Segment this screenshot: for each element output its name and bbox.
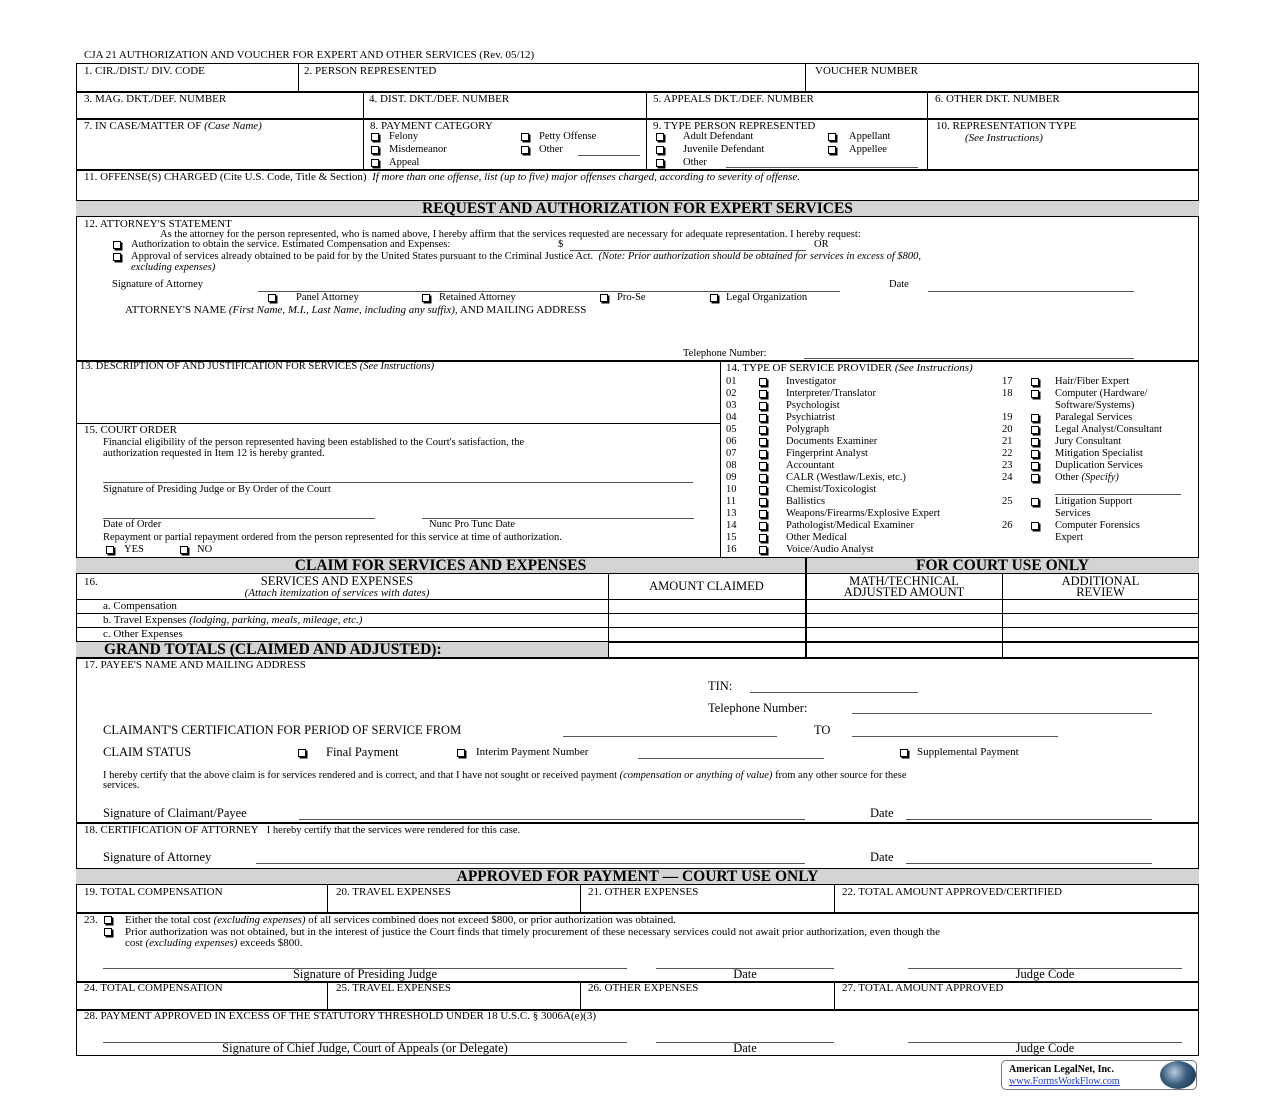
certification-text-2: services. xyxy=(103,780,140,791)
math-technical-header: MATH/TECHNICAL xyxy=(849,574,959,588)
provider-label-22: Mitigation Specialist xyxy=(1055,448,1143,459)
payee-phone-label: Telephone Number: xyxy=(708,701,808,715)
certification-period-label: CLAIMANT'S CERTIFICATION FOR PERIOD OF SERVICE FROM xyxy=(103,723,462,737)
provider-checkbox-10[interactable] xyxy=(759,486,767,494)
services-column-note: (Attach itemization of services with dates) xyxy=(244,587,430,599)
prior-auth-not-obtained-checkbox[interactable] xyxy=(104,928,112,936)
services-column-header: SERVICES AND EXPENSES xyxy=(260,574,414,588)
adjusted-amount-header: ADJUSTED AMOUNT xyxy=(843,585,965,599)
provider-code-06: 06 xyxy=(726,436,737,447)
provider-code-05: 05 xyxy=(726,424,737,435)
provider-label-06: Documents Examiner xyxy=(786,436,878,447)
provider-code-18: 18 xyxy=(1002,388,1013,399)
repayment-yes-checkbox[interactable] xyxy=(106,546,114,554)
section-approved-header: APPROVED FOR PAYMENT — COURT USE ONLY xyxy=(76,868,1199,885)
adult-defendant-label: Adult Defendant xyxy=(683,131,754,142)
compensation-amount-input[interactable] xyxy=(609,600,805,613)
provider-code-22: 22 xyxy=(1002,448,1013,459)
provider-checkbox-05[interactable] xyxy=(759,426,767,434)
dollar-sign: $ xyxy=(558,239,564,250)
provider-label-26: Computer Forensics xyxy=(1055,520,1140,531)
field-4-label: 4. DIST. DKT./DEF. NUMBER xyxy=(369,93,510,105)
provider-label-08: Accountant xyxy=(786,460,835,471)
other-person-label: Other xyxy=(683,157,707,168)
provider-checkbox-17[interactable] xyxy=(1031,378,1039,386)
field-22-label: 22. TOTAL AMOUNT APPROVED/CERTIFIED xyxy=(842,886,1062,898)
provider-label-14: Pathologist/Medical Examiner xyxy=(786,520,915,531)
period-to-label: TO xyxy=(814,723,831,737)
field-27-label: 27. TOTAL AMOUNT APPROVED xyxy=(842,982,1004,994)
field-18-label: 18. CERTIFICATION OF ATTORNEY I hereby certify that the services were rendered for this case. xyxy=(84,824,521,836)
provider-checkbox-07[interactable] xyxy=(759,450,767,458)
panel-attorney-label: Panel Attorney xyxy=(296,292,359,303)
additional-header: ADDITIONAL xyxy=(1061,574,1140,588)
field-13-label: 13. DESCRIPTION OF AND JUSTIFICATION FOR SERVICES (See Instructions) xyxy=(80,361,435,372)
provider-label-05: Polygraph xyxy=(786,424,830,435)
court-order-text-2: authorization requested in Item 12 is hereby granted. xyxy=(103,448,325,459)
chief-judge-date-label: Date xyxy=(733,1041,757,1055)
field-12-label: 12. ATTORNEY'S STATEMENT xyxy=(84,218,232,230)
cost-not-exceed-checkbox[interactable] xyxy=(104,916,112,924)
felony-checkbox[interactable] xyxy=(371,133,379,141)
field-2-label: 2. PERSON REPRESENTED xyxy=(304,65,437,77)
provider-label-19: Paralegal Services xyxy=(1055,412,1133,423)
provider-code-25: 25 xyxy=(1002,496,1013,507)
provider-label-10: Chemist/Toxicologist xyxy=(786,484,877,495)
provider-code-20: 20 xyxy=(1002,424,1013,435)
repayment-no-label: NO xyxy=(197,544,213,555)
provider-checkbox-23[interactable] xyxy=(1031,462,1039,470)
adult-defendant-checkbox[interactable] xyxy=(656,133,664,141)
attorney-cert-signature-label: Signature of Attorney xyxy=(103,850,212,864)
other-amount-input[interactable] xyxy=(609,628,805,641)
pro-se-label: Pro-Se xyxy=(617,292,646,303)
provider-checkbox-04[interactable] xyxy=(759,414,767,422)
provider-checkbox-25[interactable] xyxy=(1031,498,1039,506)
appellant-checkbox[interactable] xyxy=(828,133,836,141)
repayment-yes-label: YES xyxy=(124,544,144,555)
field-9-label: 9. TYPE PERSON REPRESENTED xyxy=(653,120,816,132)
provider-label-15: Other Medical xyxy=(786,532,847,543)
attorney-phone-label: Telephone Number: xyxy=(683,348,767,359)
provider-code-04: 04 xyxy=(726,412,737,423)
provider-label-16: Voice/Audio Analyst xyxy=(786,544,874,555)
provider-label-24: Other (Specify) xyxy=(1055,472,1119,483)
other-person-checkbox[interactable] xyxy=(656,159,664,167)
provider-checkbox-20[interactable] xyxy=(1031,426,1039,434)
provider-code-26: 26 xyxy=(1002,520,1013,531)
petty-offense-checkbox[interactable] xyxy=(521,133,529,141)
attorney-cert-date-label: Date xyxy=(870,850,894,864)
provider-code-23: 23 xyxy=(1002,460,1013,471)
field-15-label: 15. COURT ORDER xyxy=(84,424,177,436)
provider-checkbox-24[interactable] xyxy=(1031,474,1039,482)
field-24-label: 24. TOTAL COMPENSATION xyxy=(84,982,223,994)
provider-checkbox-08[interactable] xyxy=(759,462,767,470)
misdemeanor-label: Misdemeanor xyxy=(389,144,447,155)
judge-code-label: Judge Code xyxy=(1015,967,1075,981)
provider-label-07: Fingerprint Analyst xyxy=(786,448,868,459)
provider-label-18: Computer (Hardware/ xyxy=(1055,388,1148,399)
provider-checkbox-22[interactable] xyxy=(1031,450,1039,458)
provider-label-09: CALR (Westlaw/Lexis, etc.) xyxy=(786,472,906,483)
final-payment-checkbox[interactable] xyxy=(298,749,306,757)
supplemental-payment-label: Supplemental Payment xyxy=(917,746,1019,758)
attorney-name-label: ATTORNEY'S NAME (First Name, M.I., Last Name, including any suffix), AND MAILING ADDRESS xyxy=(125,304,587,316)
appellee-label: Appellee xyxy=(849,144,887,155)
appeal-checkbox[interactable] xyxy=(371,159,379,167)
other-category-checkbox[interactable] xyxy=(521,146,529,154)
provider-code-01: 01 xyxy=(726,376,737,387)
field-20-label: 20. TRAVEL EXPENSES xyxy=(336,886,452,898)
provider-label-25: Litigation Support xyxy=(1055,496,1133,507)
appellant-label: Appellant xyxy=(849,131,891,142)
footer-url-link[interactable]: www.FormsWorkFlow.com xyxy=(1009,1076,1120,1087)
provider-code-21: 21 xyxy=(1002,436,1013,447)
appeal-label: Appeal xyxy=(389,157,420,168)
provider-label-13: Weapons/Firearms/Explosive Expert xyxy=(786,508,940,519)
felony-label: Felony xyxy=(389,131,419,142)
final-payment-label: Final Payment xyxy=(326,745,399,759)
provider-label-17: Hair/Fiber Expert xyxy=(1055,376,1130,387)
prior-auth-text-2: cost (excluding expenses) exceeds $800. xyxy=(125,937,303,949)
field-10-note: (See Instructions) xyxy=(965,132,1043,144)
field-5-label: 5. APPEALS DKT./DEF. NUMBER xyxy=(653,93,814,105)
provider-code-09: 09 xyxy=(726,472,737,483)
form-title: CJA 21 AUTHORIZATION AND VOUCHER FOR EXPERT AND OTHER SERVICES (Rev. 05/12) xyxy=(84,49,535,61)
chief-judge-code-label: Judge Code xyxy=(1015,1041,1075,1055)
provider-checkbox-02[interactable] xyxy=(759,390,767,398)
retained-attorney-label: Retained Attorney xyxy=(439,292,516,303)
tin-label: TIN: xyxy=(708,679,733,693)
panel-attorney-checkbox[interactable] xyxy=(268,294,276,302)
field-3-label: 3. MAG. DKT./DEF. NUMBER xyxy=(84,93,227,105)
field-19-label: 19. TOTAL COMPENSATION xyxy=(84,886,223,898)
interim-payment-checkbox[interactable] xyxy=(457,749,465,757)
provider-code-02: 02 xyxy=(726,388,737,399)
other-category-label: Other xyxy=(539,144,563,155)
misdemeanor-checkbox[interactable] xyxy=(371,146,379,154)
provider-label-03: Psychologist xyxy=(786,400,840,411)
field-11-label: 11. OFFENSE(S) CHARGED (Cite U.S. Code, Title & Section) If more than one offense, list (up to five) major offenses charged, according to severity of offense. xyxy=(84,171,801,183)
field-7-label: 7. IN CASE/MATTER OF (Case Name) xyxy=(84,120,262,132)
section-court-use-header: FOR COURT USE ONLY xyxy=(806,557,1199,574)
attorney-signature-label: Signature of Attorney xyxy=(112,279,203,290)
supplemental-payment-checkbox[interactable] xyxy=(900,749,908,757)
field-10-label: 10. REPRESENTATION TYPE xyxy=(936,120,1077,132)
cost-not-exceed-text: Either the total cost (excluding expenses) of all services combined does not exceed $800, or prior authorization was obtained. xyxy=(125,914,677,926)
voucher-number-label: VOUCHER NUMBER xyxy=(815,65,918,77)
appellee-checkbox[interactable] xyxy=(828,146,836,154)
provider-checkbox-18[interactable] xyxy=(1031,390,1039,398)
travel-amount-input[interactable] xyxy=(609,614,805,627)
presiding-judge-sig-label: Signature of Presiding Judge xyxy=(292,967,438,981)
approval-note-line2: excluding expenses) xyxy=(131,262,216,273)
juvenile-defendant-checkbox[interactable] xyxy=(656,146,664,154)
field-8-label: 8. PAYMENT CATEGORY xyxy=(370,120,493,132)
provider-label-21: Jury Consultant xyxy=(1055,436,1122,447)
authorization-label: Authorization to obtain the service. Estimated Compensation and Expenses: xyxy=(131,239,451,250)
field-6-label: 6. OTHER DKT. NUMBER xyxy=(935,93,1060,105)
travel-expenses-row-label: b. Travel Expenses (lodging, parking, meals, mileage, etc.) xyxy=(103,614,363,626)
nunc-pro-tunc-label: Nunc Pro Tunc Date xyxy=(429,519,516,530)
amount-claimed-header: AMOUNT CLAIMED xyxy=(649,579,764,593)
claim-status-label: CLAIM STATUS xyxy=(103,745,192,759)
provider-code-17: 17 xyxy=(1002,376,1013,387)
attorney-statement-intro: As the attorney for the person represented, who is named above, I hereby affirm that the services requested are necessary for adequate representation. I hereby request: xyxy=(160,229,861,240)
petty-offense-label: Petty Offense xyxy=(539,131,597,142)
provider-checkbox-11[interactable] xyxy=(759,498,767,506)
provider-code-16: 16 xyxy=(726,544,737,555)
provider-code-14: 14 xyxy=(726,520,737,531)
field-16-label: 16. xyxy=(84,576,98,588)
provider-checkbox-09[interactable] xyxy=(759,474,767,482)
provider-code-24: 24 xyxy=(1002,472,1013,483)
provider-checkbox-15[interactable] xyxy=(759,534,767,542)
claimant-signature-label: Signature of Claimant/Payee xyxy=(103,806,247,820)
review-header: REVIEW xyxy=(1076,585,1125,599)
provider-checkbox-01[interactable] xyxy=(759,378,767,386)
provider-code-07: 07 xyxy=(726,448,737,459)
provider-label-01: Investigator xyxy=(786,376,837,387)
repayment-text: Repayment or partial repayment ordered from the person represented for this service at time of authorization. xyxy=(103,532,562,543)
authorization-checkbox[interactable] xyxy=(113,241,121,249)
prior-auth-text: Prior authorization was not obtained, but in the interest of justice the Court finds that timely procurement of these necessary services could not await prior authorization, even though the xyxy=(125,926,940,938)
or-label: OR xyxy=(814,239,829,250)
field-25-label: 25. TRAVEL EXPENSES xyxy=(336,982,452,994)
field-28-label: 28. PAYMENT APPROVED IN EXCESS OF THE STATUTORY THRESHOLD UNDER 18 U.S.C. § 3006A(e)(3) xyxy=(84,1010,596,1022)
claimant-date-label: Date xyxy=(870,806,894,820)
provider-label-20: Legal Analyst/Consultant xyxy=(1055,424,1163,435)
date-of-order-label: Date of Order xyxy=(103,519,162,530)
compensation-row-label: a. Compensation xyxy=(103,600,177,612)
provider-label-11: Ballistics xyxy=(786,496,826,507)
provider-label-23: Duplication Services xyxy=(1055,460,1143,471)
provider-label-26-line2: Expert xyxy=(1055,532,1083,543)
provider-checkbox-19[interactable] xyxy=(1031,414,1039,422)
provider-label-25-line2: Services xyxy=(1055,508,1091,519)
globe-icon xyxy=(1160,1061,1196,1089)
field-17-label: 17. PAYEE'S NAME AND MAILING ADDRESS xyxy=(84,659,306,671)
certification-text-1: I hereby certify that the above claim is for services rendered and is correct, and that I have not sought or received payment (compensation or anything of value) from any other source for these xyxy=(103,770,907,781)
field-26-label: 26. OTHER EXPENSES xyxy=(588,982,699,994)
provider-label-18-line2: Software/Systems) xyxy=(1055,400,1135,411)
field-14-label: 14. TYPE OF SERVICE PROVIDER (See Instructions) xyxy=(726,362,973,374)
field-1-label: 1. CIR./DIST./ DIV. CODE xyxy=(84,65,205,77)
provider-checkbox-26[interactable] xyxy=(1031,522,1039,530)
court-order-text-1: Financial eligibility of the person represented having been established to the Court's satisfaction, the xyxy=(103,437,525,448)
other-expenses-row-label: c. Other Expenses xyxy=(103,628,183,640)
provider-code-10: 10 xyxy=(726,484,737,495)
approval-checkbox[interactable] xyxy=(113,253,121,261)
footer-company: American LegalNet, Inc. xyxy=(1009,1064,1114,1075)
provider-code-11: 11 xyxy=(726,496,737,507)
provider-code-13: 13 xyxy=(726,508,737,519)
legal-organization-checkbox[interactable] xyxy=(710,294,718,302)
chief-judge-sig-label: Signature of Chief Judge, Court of Appeals (or Delegate) xyxy=(222,1041,508,1055)
provider-code-15: 15 xyxy=(726,532,737,543)
provider-code-19: 19 xyxy=(1002,412,1013,423)
approval-label: Approval of services already obtained to be paid for by the United States pursuant to the Criminal Justice Act. (Note: Prior authorization should be obtained for services in excess of $800, xyxy=(131,251,921,262)
pro-se-checkbox[interactable] xyxy=(600,294,608,302)
grand-totals-label: GRAND TOTALS (CLAIMED AND ADJUSTED): xyxy=(76,641,608,658)
person-represented-input[interactable] xyxy=(299,76,804,91)
provider-label-02: Interpreter/Translator xyxy=(786,388,876,399)
provider-checkbox-21[interactable] xyxy=(1031,438,1039,446)
section-request-header: REQUEST AND AUTHORIZATION FOR EXPERT SERVICES xyxy=(76,200,1199,217)
interim-payment-label: Interim Payment Number xyxy=(476,746,589,758)
provider-code-08: 08 xyxy=(726,460,737,471)
provider-checkbox-06[interactable] xyxy=(759,438,767,446)
provider-checkbox-13[interactable] xyxy=(759,510,767,518)
provider-checkbox-16[interactable] xyxy=(759,546,767,554)
section-claim-header: CLAIM FOR SERVICES AND EXPENSES xyxy=(76,557,805,574)
repayment-no-checkbox[interactable] xyxy=(180,546,188,554)
presiding-judge-signature-label: Signature of Presiding Judge or By Order of the Court xyxy=(103,484,331,495)
field-21-label: 21. OTHER EXPENSES xyxy=(588,886,699,898)
provider-label-04: Psychiatrist xyxy=(786,412,835,423)
provider-code-03: 03 xyxy=(726,400,737,411)
field-23-label: 23. xyxy=(84,914,98,926)
attorney-date-label: Date xyxy=(889,279,909,290)
juvenile-defendant-label: Juvenile Defendant xyxy=(683,144,765,155)
retained-attorney-checkbox[interactable] xyxy=(422,294,430,302)
legal-organization-label: Legal Organization xyxy=(726,292,808,303)
provider-checkbox-14[interactable] xyxy=(759,522,767,530)
provider-checkbox-03[interactable] xyxy=(759,402,767,410)
presiding-judge-date-label: Date xyxy=(733,967,757,981)
